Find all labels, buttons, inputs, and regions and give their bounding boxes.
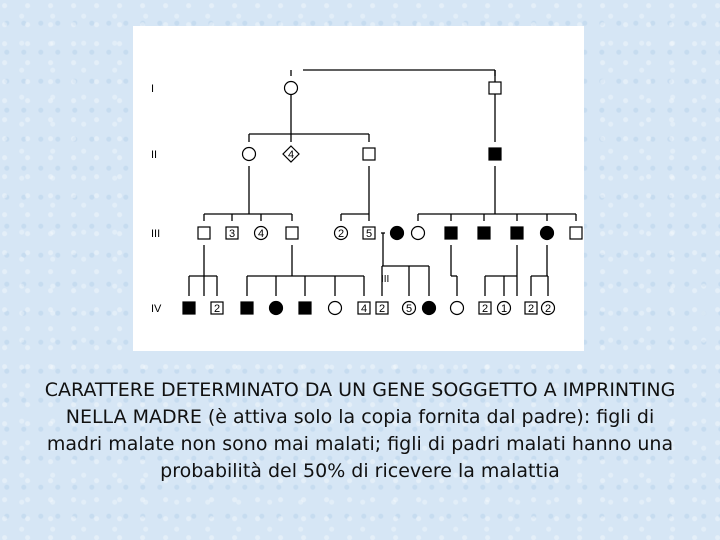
generation-label-III: III (151, 228, 161, 240)
individual-iii-9-male-square (445, 227, 457, 239)
pedigree-chart (133, 26, 584, 351)
individual-iii-11-male-square (511, 227, 523, 239)
individual-iv-3-male-square (241, 302, 253, 314)
individual-iv-11-female-circle (451, 302, 464, 315)
individual-i-1-female-circle (285, 82, 298, 95)
individual-iv-4-female-circle (270, 302, 283, 315)
caption: CARATTERE DETERMINATO DA UN GENE SOGGETTO A IMPRINTING NELLA MADRE (è attiva solo la copia fornita dal padre): figli di madri malate non sono mai malati; figli di padri malati hanno una probabilità del 50% di ricevere la malattia (44, 379, 676, 482)
individual-iii-7-female-circle (391, 227, 404, 240)
individual-ii-2-count: 4 (287, 149, 295, 161)
individual-iv-7-count: 4 (360, 303, 368, 315)
individual-iii-13-male-square (570, 227, 582, 239)
individual-ii-1-female-circle (243, 148, 256, 161)
individual-iv-8-count: 2 (378, 303, 386, 315)
individual-iii-4-male-square (286, 227, 298, 239)
individual-iv-2-count: 2 (213, 303, 221, 315)
individual-iii-8-female-circle (412, 227, 425, 240)
individual-iv-13-count: 1 (500, 303, 508, 315)
individual-iii-1-male-square (198, 227, 210, 239)
individual-iii-12-female-circle (541, 227, 554, 240)
individual-ii-4-male-square (489, 148, 501, 160)
individual-iii-2-count: 3 (228, 228, 236, 240)
individual-iii-5-count: 2 (337, 228, 345, 240)
individual-iv-10-female-circle (423, 302, 436, 315)
individual-i-2-male-square (489, 82, 501, 94)
generation-label-II: II (151, 149, 158, 161)
individual-iv-12-count: 2 (481, 303, 489, 315)
pedigree-figure (133, 26, 584, 351)
individual-iv-15-count: 2 (544, 303, 552, 315)
generation-label-IV: IV (151, 303, 162, 315)
generation-label-I: I (151, 83, 155, 95)
individual-iv-9-count: 5 (405, 303, 413, 315)
individual-iii-3-count: 4 (257, 228, 265, 240)
inline-generation-label: III (381, 274, 390, 285)
individual-ii-3-male-square (363, 148, 375, 160)
individual-iii-10-male-square (478, 227, 490, 239)
individual-iv-6-female-circle (329, 302, 342, 315)
individual-iv-1-male-square (183, 302, 195, 314)
individual-iv-14-count: 2 (527, 303, 535, 315)
individual-iii-6-count: 5 (365, 228, 373, 240)
individual-iv-5-male-square (299, 302, 311, 314)
